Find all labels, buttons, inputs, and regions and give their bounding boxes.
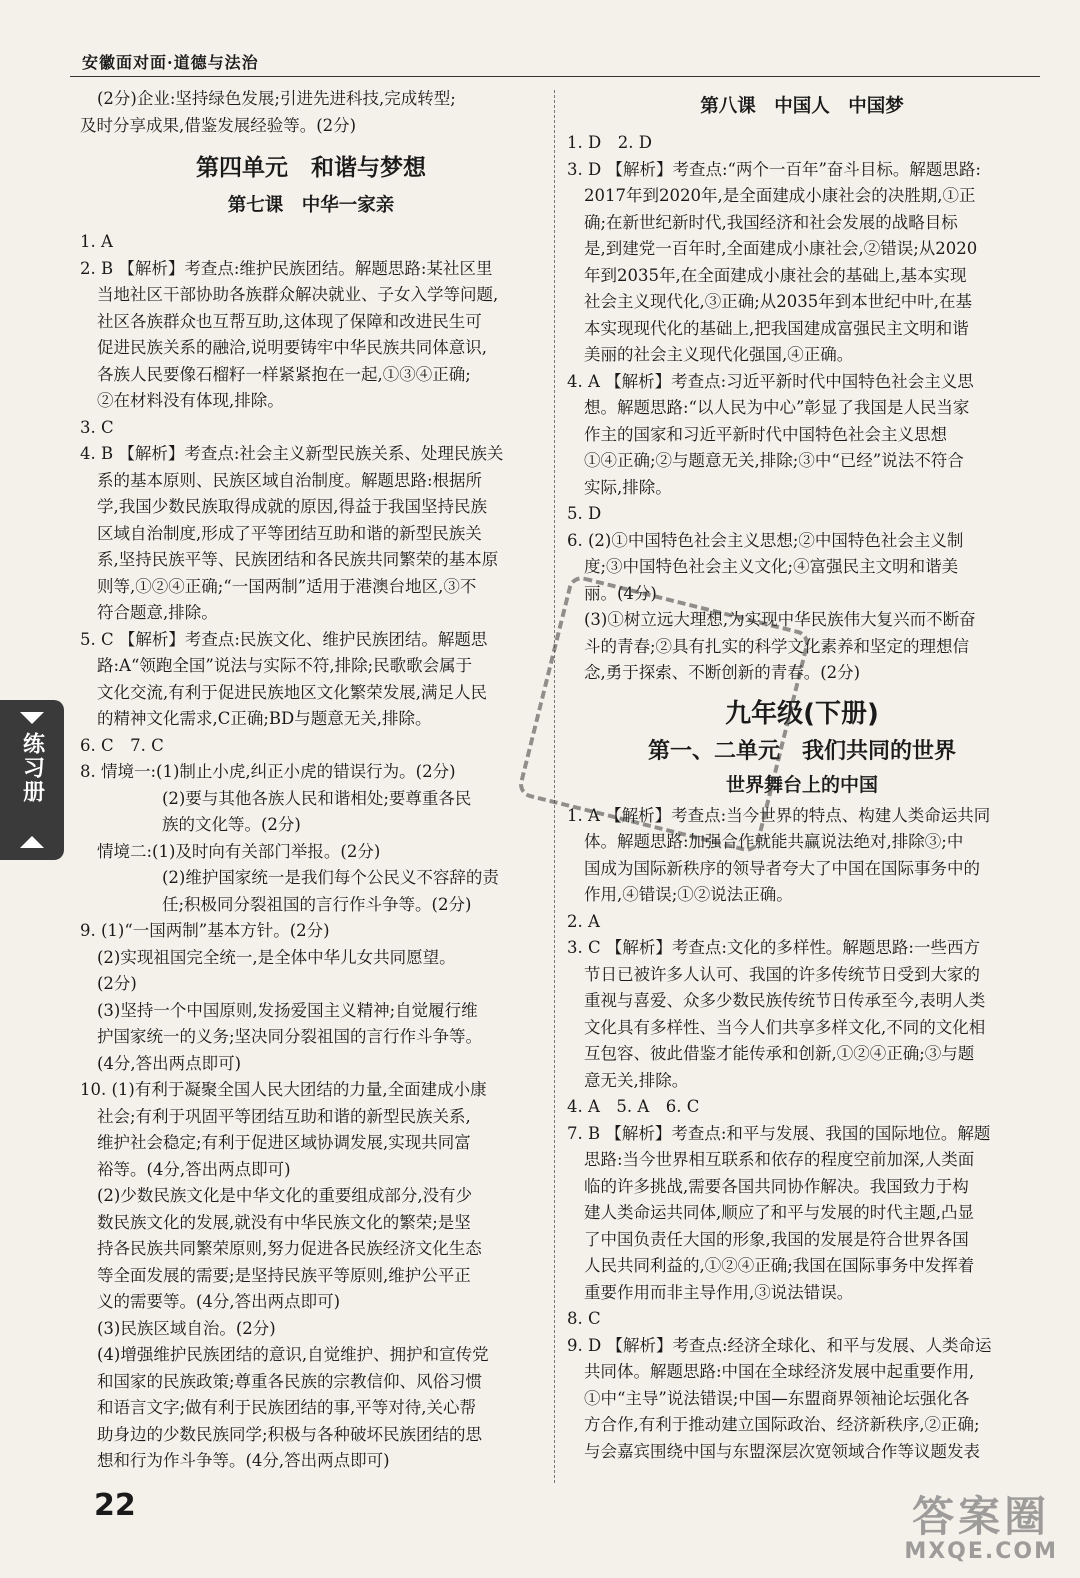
answer-line: 路:A“领跑全国”说法与实际不符,排除;民歌歌会属于	[97, 656, 473, 675]
answer-line: 作主的国家和习近平新时代中国特色社会主义思想	[584, 424, 947, 444]
answer-line: 与会嘉宾围绕中国与东盟深层次宽领域合作等议题发表	[584, 1441, 980, 1461]
page-number: 22	[94, 1488, 136, 1523]
answer-line: 1. A	[80, 232, 113, 251]
answer-line: 学,我国少数民族取得成就的原因,得益于我国坚持民族	[97, 497, 487, 516]
answer-line: (3)①树立远大理想,为实现中华民族伟大复兴而不断奋	[584, 610, 976, 629]
answer-line: 念,勇于探索、不断创新的青春。(2分)	[584, 663, 861, 682]
answer-line: 3. C 【解析】考查点:文化的多样性。解题思路:一些西方	[567, 938, 980, 957]
lesson-title: 第七课 中华一家亲	[227, 195, 395, 216]
answer-line: 临的许多挑战,需要各国共同协作解决。我国致力于构	[584, 1176, 969, 1196]
watermark-text: 答案圈	[912, 1492, 1051, 1541]
answer-line: 各族人民要像石榴籽一样紧紧抱在一起,①③④正确;	[97, 364, 471, 384]
answer-line: 助身边的少数民族同学;积极与各种破坏民族团结的思	[97, 1424, 483, 1444]
answer-line: 义的需要等。(4分,答出两点即可)	[97, 1292, 341, 1311]
answer-line: 方合作,有利于推动建立国际政治、经济新秩序,②正确;	[584, 1415, 980, 1434]
answer-line: 1. D 2. D	[567, 133, 652, 152]
answer-line: 数民族文化的发展,就没有中华民族文化的繁荣;是坚	[97, 1212, 471, 1232]
answer-line: 5. C 【解析】考查点:民族文化、维护民族团结。解题思	[80, 629, 488, 649]
answer-line: 社会主义现代化,③正确;从2035年到本世纪中叶,在基	[584, 292, 973, 311]
answer-line: 等全面发展的需要;是坚持民族平等原则,维护公平正	[97, 1265, 471, 1285]
answer-line: 了中国负责任大国的形象,我国的发展是符合世界各国	[584, 1229, 969, 1249]
watermark-url: MXQE.COM	[904, 1539, 1058, 1564]
answer-line: 作用,④错误;①②说法正确。	[584, 885, 793, 904]
answer-line: 符合题意,排除。	[97, 603, 218, 622]
intro-line: (2分)企业:坚持绿色发展;引进先进科技,完成转型;	[97, 89, 456, 108]
answer-line: 4. B 【解析】考查点:社会主义新型民族关系、处理民族关	[80, 444, 504, 463]
answer-line: 想。解题思路:“以人民为中心”彰显了我国是人民当家	[584, 398, 970, 417]
answer-line: 任;积极同分裂祖国的言行作斗争等。(2分)	[162, 894, 472, 914]
left-column	[80, 86, 542, 1475]
answer-line: 9. (1)“一国两制”基本方针。(2分)	[80, 921, 330, 940]
answer-line: 2017年到2020年,是全面建成小康社会的决胜期,①正	[584, 186, 976, 205]
answer-line: (3)民族区域自治。(2分)	[97, 1318, 276, 1338]
answer-line: 和国家的民族政策;尊重各民族的宗教信仰、风俗习惯	[97, 1371, 483, 1391]
unit-title: 第四单元 和谐与梦想	[196, 155, 426, 181]
answer-line: 护国家统一的义务;坚决同分裂祖国的言行作斗争等。	[97, 1027, 483, 1046]
answer-line: 6. (2)①中国特色社会主义思想;②中国特色社会主义制	[567, 530, 964, 550]
answer-line: 则等,①②④正确;“一国两制”适用于港澳台地区,③不	[97, 576, 477, 596]
answer-line: 10. (1)有利于凝聚全国人民大团结的力量,全面建成小康	[80, 1080, 487, 1099]
answer-line: 度;③中国特色社会主义文化;④富强民主文明和谐美	[584, 557, 959, 576]
answer-line: 3. D 【解析】考查点:“两个一百年”奋斗目标。解题思路:	[567, 159, 981, 179]
answer-line: 节日已被许多人认可、我国的许多传统节日受到大家的	[584, 964, 980, 984]
answer-line: 族的文化等。(2分)	[162, 815, 301, 834]
answer-line: 情境二:(1)及时向有关部门举报。(2分)	[97, 841, 381, 861]
side-tab-label: 练习册	[19, 732, 45, 804]
answer-line: 想和行为作斗争等。(4分,答出两点即可)	[97, 1451, 390, 1470]
answer-line: 体。解题思路:加强合作就能共赢说法绝对,排除③;中	[584, 832, 964, 851]
answer-line: 4. A 【解析】考查点:习近平新时代中国特色社会主义思	[567, 371, 974, 391]
answer-line: ①④正确;②与题意无关,排除;③中“已经”说法不符合	[584, 451, 964, 470]
page-header: 安徽面对面·道德与法治	[82, 53, 259, 72]
answer-line: 5. D	[567, 504, 602, 523]
answer-line: (2)要与其他各族人民和谐相处;要尊重各民	[162, 788, 472, 808]
answer-line: 当地社区干部协助各族群众解决就业、子女入学等问题,	[97, 285, 499, 304]
intro-line: 及时分享成果,借鉴发展经验等。(2分)	[80, 115, 357, 135]
answer-line: 丽。(4分)	[584, 583, 657, 603]
answer-line: 的精神文化需求,C正确;BD与题意无关,排除。	[97, 709, 432, 728]
answer-line: 社区各族群众也互帮互助,这体现了保障和改进民生可	[97, 311, 482, 331]
answer-line: 8. C	[567, 1309, 601, 1328]
answer-line: 文化具有多样性、当今人们共享多样文化,不同的文化相	[584, 1017, 986, 1037]
lesson-title: 世界舞台上的中国	[725, 773, 878, 796]
answer-line: ②在材料没有体现,排除。	[97, 391, 284, 410]
answer-line: 3. C	[80, 417, 114, 437]
answer-line: 2. B 【解析】考查点:维护民族团结。解题思路:某社区里	[80, 258, 493, 278]
lesson-title: 第八课 中国人 中国梦	[700, 96, 904, 117]
answer-line: 1. A 【解析】考查点:当今世界的特点、构建人类命运共同	[567, 805, 991, 825]
answer-line: 7. B 【解析】考查点:和平与发展、我国的国际地位。解题	[567, 1123, 991, 1143]
answer-line: 确;在新世纪新时代,我国经济和社会发展的战略目标	[584, 212, 958, 232]
answer-line: 美丽的社会主义现代化强国,④正确。	[584, 345, 854, 364]
answer-line: 系的基本原则、民族区域自治制度。解题思路:根据所	[97, 470, 483, 490]
answer-line: (4分,答出两点即可)	[97, 1053, 242, 1073]
answer-line: 意无关,排除。	[584, 1070, 689, 1090]
answer-line: 8. 情境一:(1)制止小虎,纠正小虎的错误行为。(2分)	[80, 762, 456, 781]
unit-title: 第一、二单元 我们共同的世界	[647, 738, 956, 764]
side-tab	[0, 700, 64, 860]
answer-line: 促进民族关系的融洽,说明要铸牢中华民族共同体意识,	[97, 338, 487, 357]
answer-line: 社会;有利于巩固平等团结互助和谐的新型民族关系,	[97, 1106, 471, 1126]
answer-line: 2. A	[567, 911, 600, 931]
answer-line: 系,坚持民族平等、民族团结和各民族共同繁荣的基本原	[97, 550, 499, 569]
answer-line: 实际,排除。	[584, 477, 672, 497]
answer-list	[80, 229, 542, 1475]
answer-line: 人民共同利益的,①②④正确;我国在国际事务中发挥着	[584, 1256, 975, 1275]
answer-line: 6. C 7. C	[80, 735, 164, 755]
answer-line: 斗的青春;②具有扎实的科学文化素养和坚定的理想信	[584, 636, 970, 656]
answer-line: 共同体。解题思路:中国在全球经济发展中起重要作用,	[584, 1362, 975, 1381]
answer-line: 年到2035年,在全面建成小康社会的基础上,基本实现	[584, 265, 967, 285]
answer-line: (2)维护国家统一是我们每个公民义不容辞的责	[162, 868, 499, 887]
answer-line: 国成为国际新秩序的领导者夸大了中国在国际事务中的	[584, 858, 980, 878]
answer-line: 持各民族共同繁荣原则,努力促进各民族经济文化生态	[97, 1239, 482, 1258]
answer-line: 裕等。(4分,答出两点即可)	[97, 1159, 291, 1179]
answer-line: (2分)	[97, 974, 137, 993]
answer-line: 重视与喜爱、众多少数民族传统节日传承至今,表明人类	[584, 991, 986, 1010]
answer-line: 思路:当今世界相互联系和依存的程度空前加深,人类面	[584, 1150, 975, 1169]
answer-line: 4. A 5. A 6. C	[567, 1097, 700, 1116]
grade-title: 九年级(下册)	[725, 698, 879, 729]
answer-list	[567, 803, 1037, 1466]
answer-line: (2)实现祖国完全统一,是全体中华儿女共同愿望。	[97, 947, 456, 967]
answer-line: 区域自治制度,形成了平等团结互助和谐的新型民族关	[97, 523, 482, 543]
header-rule	[70, 76, 1040, 77]
triangle-down-icon	[20, 712, 44, 724]
answer-line: (4)增强维护民族团结的意识,自觉维护、拥护和宣传党	[97, 1345, 489, 1364]
answer-line: 互包容、彼此借鉴才能传承和创新,①②④正确;③与题	[584, 1044, 975, 1063]
answer-line: 建人类命运共同体,顺应了和平与发展的时代主题,凸显	[584, 1203, 974, 1222]
answer-line: 维护社会稳定;有利于促进区域协调发展,实现共同富	[97, 1133, 471, 1152]
answer-line: ①中“主导”说法错误;中国—东盟商界领袖论坛强化各	[584, 1388, 970, 1408]
triangle-up-icon	[20, 836, 44, 848]
answer-line: 本实现现代化的基础上,把我国建成富强民主文明和谐	[584, 318, 969, 338]
answer-line: (3)坚持一个中国原则,发扬爱国主义精神;自觉履行维	[97, 1000, 478, 1020]
watermark-logo	[904, 1492, 1058, 1564]
answer-line: 文化交流,有利于促进民族地区文化繁荣发展,满足人民	[97, 682, 487, 702]
answer-line: 9. D 【解析】考查点:经济全球化、和平与发展、人类命运	[567, 1335, 992, 1355]
answer-line: 和语言文字;做有利于民族团结的事,平等对待,关心帮	[97, 1398, 477, 1417]
answer-line: 是,到建党一百年时,全面建成小康社会,②错误;从2020	[584, 239, 978, 258]
answer-line: (2)少数民族文化是中华文化的重要组成部分,没有少	[97, 1186, 473, 1205]
answer-line: 重要作用而非主导作用,③说法错误。	[584, 1282, 854, 1302]
